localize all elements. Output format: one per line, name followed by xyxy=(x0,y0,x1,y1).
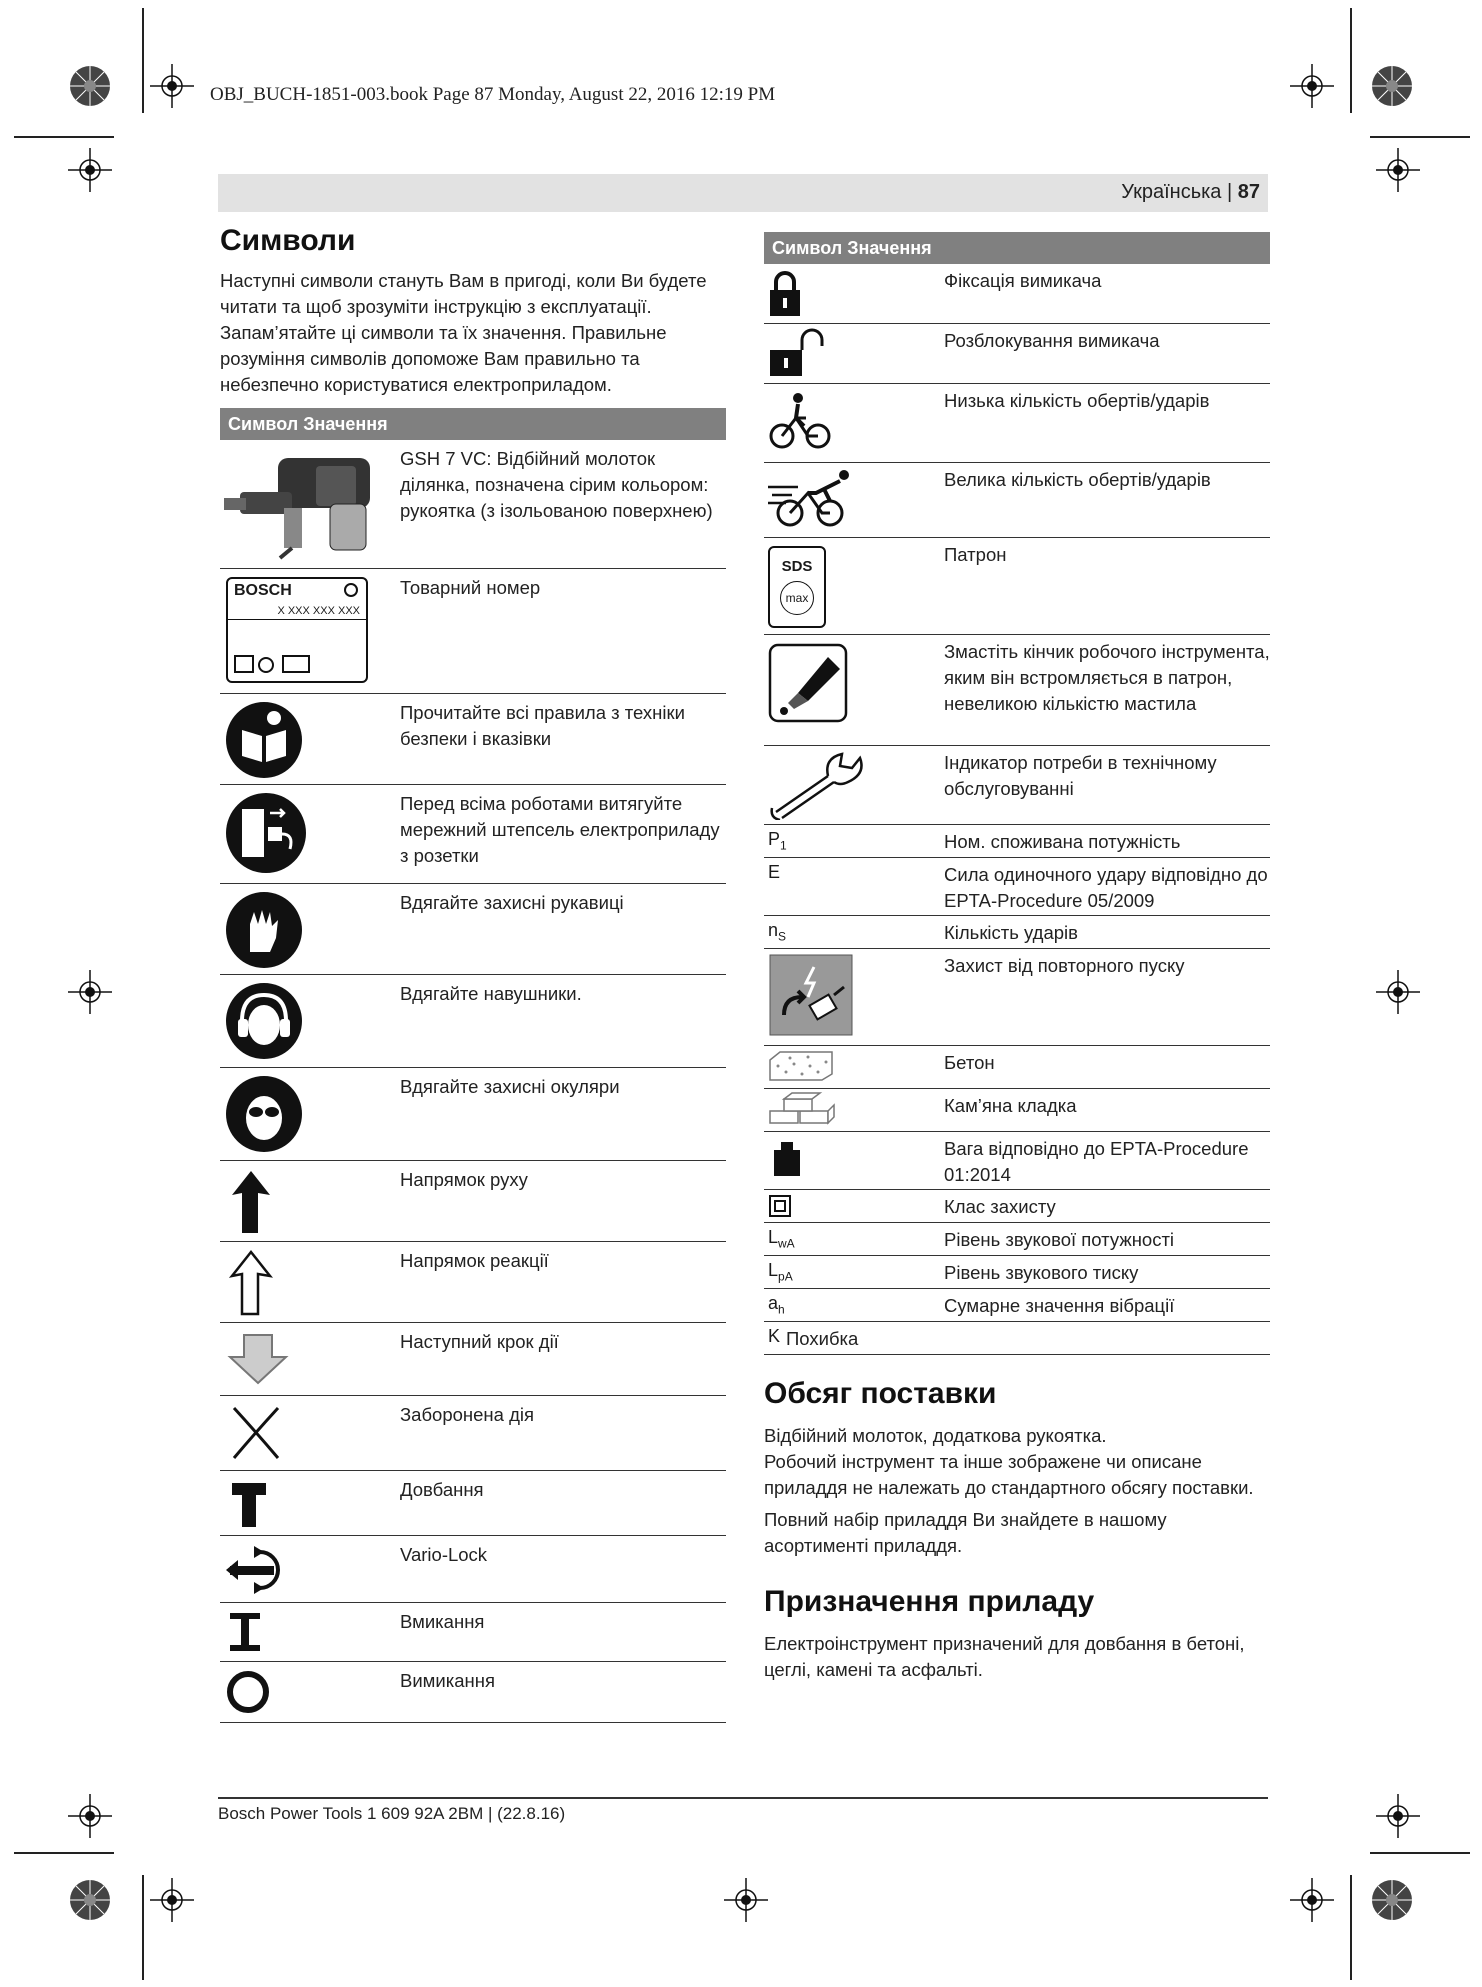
symbols-intro: Наступні символи стануть Вам в пригоді, коли Ви будете читати та щоб зрозуміти інструкцію з експлуатації. Запам’ятайте ці символи та їх значення. Правильне розуміння символів допоможе Вам правильно та небезпечно користуватися електроприладом. xyxy=(220,270,707,395)
grease-tube-icon xyxy=(768,643,848,723)
symbol-meaning: Довбання xyxy=(400,1479,484,1500)
header-text xyxy=(1121,181,1260,204)
symbol-meaning: Змастіть кінчик робочого інструмента, яким він встромляється в патрон, невеликою кількістю мастила xyxy=(944,641,1270,714)
symbol-meaning: Сумарне значення вібрації xyxy=(944,1295,1175,1316)
crosshair-mark-icon xyxy=(724,1878,768,1922)
symbol-meaning: Індикатор потреби в технічному обслуговуванні xyxy=(944,752,1217,799)
table-row xyxy=(764,1223,1270,1256)
symbol-meaning: Vario-Lock xyxy=(400,1544,488,1565)
delivery-paragraph: Відбійний молоток, додаткова рукоятка. xyxy=(764,1425,1107,1446)
table-row xyxy=(220,884,726,975)
table-row xyxy=(220,1323,726,1396)
delivery-paragraph: Повний набір приладдя Ви знайдете в нашому асортименті приладдя. xyxy=(764,1509,1167,1556)
table-row xyxy=(764,1046,1270,1089)
table-row xyxy=(764,1190,1270,1223)
symbol-meaning: Бетон xyxy=(944,1052,995,1073)
symbol-meaning: Вдягайте захисні окуляри xyxy=(400,1076,620,1097)
crosshair-mark-icon xyxy=(1376,970,1420,1014)
crop-mark xyxy=(142,8,144,113)
table-row xyxy=(764,1289,1270,1322)
symbol-meaning: Розблокування вимикача xyxy=(944,330,1160,351)
next-step-arrow-icon xyxy=(226,1333,290,1385)
max-label: max xyxy=(780,581,814,615)
registration-mark-icon xyxy=(1370,64,1414,108)
symbol-main: n xyxy=(768,920,779,940)
restart-protection-icon xyxy=(768,953,854,1037)
symbol-meaning: Рівень звукового тиску xyxy=(944,1262,1139,1283)
footer-divider xyxy=(218,1797,1268,1799)
protection-class-icon xyxy=(768,1194,792,1218)
read-manual-icon xyxy=(224,700,304,780)
symbol-meaning: Велика кількість обертів/ударів xyxy=(944,469,1211,490)
crosshair-mark-icon xyxy=(1290,64,1334,108)
table-row xyxy=(220,569,726,694)
table-row xyxy=(220,1603,726,1662)
symbol-label: E xyxy=(768,862,781,882)
purpose-title: Призначення приладу xyxy=(764,1585,1095,1618)
symbol-meaning: Захист від повторного пуску xyxy=(944,955,1185,976)
registration-mark-icon xyxy=(68,1878,112,1922)
symbol-meaning: Перед всіма роботами витягуйте мережний штепсель електроприладу з розетки xyxy=(400,793,720,866)
symbol-meaning: Вмикання xyxy=(400,1611,485,1632)
crop-mark xyxy=(1370,1852,1470,1854)
print-info: OBJ_BUCH-1851-003.book Page 87 Monday, August 22, 2016 12:19 PM xyxy=(210,84,776,105)
wrench-icon xyxy=(768,750,868,820)
table-row xyxy=(220,1242,726,1323)
symbol-label xyxy=(768,1260,793,1284)
page-footer: Bosch Power Tools 1 609 92A 2BM | (22.8.16) xyxy=(218,1804,566,1823)
symbol-meaning: GSH 7 VC: Відбійний молоток ділянка, позначена сірим кольором: рукоятка (з ізольованою поверхнею) xyxy=(400,448,713,521)
table-row xyxy=(220,785,726,884)
nameplate-icon xyxy=(226,577,368,683)
symbol-sub: h xyxy=(778,1302,785,1317)
crop-mark xyxy=(1370,136,1470,138)
crosshair-mark-icon xyxy=(150,64,194,108)
delivery-paragraph: Робочий інструмент та інше зображене чи описане приладдя не належать до стандартного обсягу поставки. xyxy=(764,1451,1254,1498)
symbol-meaning: Вдягайте навушники. xyxy=(400,983,582,1004)
symbol-meaning: Похибка xyxy=(786,1328,859,1349)
symbol-label xyxy=(768,920,786,944)
symbol-meaning: Вдягайте захисні рукавиці xyxy=(400,892,624,913)
left-column xyxy=(220,224,726,1723)
crosshair-mark-icon xyxy=(1376,148,1420,192)
slow-cyclist-icon xyxy=(768,388,832,452)
symbol-main: P xyxy=(768,829,781,849)
nameplate-divider xyxy=(228,619,366,620)
symbol-meaning: Напрямок руху xyxy=(400,1169,528,1190)
table-row xyxy=(764,635,1270,746)
circle-icon xyxy=(258,657,274,673)
chiseling-icon xyxy=(228,1477,272,1529)
reaction-arrow-icon xyxy=(226,1248,276,1318)
header-language: Українська xyxy=(1121,181,1222,203)
right-table-header: Символ Значення xyxy=(764,232,1270,264)
on-switch-icon xyxy=(226,1609,266,1655)
crosshair-mark-icon xyxy=(150,1878,194,1922)
table-row xyxy=(220,1396,726,1471)
symbol-sub: 1 xyxy=(780,838,787,853)
crosshair-mark-icon xyxy=(68,148,112,192)
crosshair-mark-icon xyxy=(68,1794,112,1838)
registration-mark-icon xyxy=(1370,1878,1414,1922)
table-row xyxy=(764,858,1270,916)
table-row xyxy=(764,916,1270,949)
symbols-title: Символи xyxy=(220,224,356,257)
nameplate-number: X XXX XXX XXX xyxy=(277,605,360,617)
hammer-tool-icon xyxy=(220,446,380,562)
symbol-label xyxy=(768,829,787,853)
table-row xyxy=(220,1161,726,1242)
bosch-logo-icon xyxy=(344,583,358,597)
table-row xyxy=(220,440,726,569)
symbol-sub: S xyxy=(778,929,787,944)
delivery-title: Обсяг поставки xyxy=(764,1377,997,1410)
lock-open-icon xyxy=(768,328,830,380)
goggles-icon xyxy=(224,1074,304,1154)
table-row xyxy=(764,1256,1270,1289)
page-number: 87 xyxy=(1237,181,1260,203)
symbol-meaning: Фіксація вимикача xyxy=(944,270,1102,291)
fast-cyclist-icon xyxy=(768,467,858,531)
vario-lock-icon xyxy=(224,1542,284,1598)
symbol-meaning: Патрон xyxy=(944,544,1007,565)
table-row xyxy=(764,949,1270,1046)
table-row xyxy=(220,694,726,785)
table-row xyxy=(764,1132,1270,1190)
symbol-sub: pA xyxy=(778,1269,793,1284)
symbol-label: K xyxy=(768,1326,781,1346)
symbol-label xyxy=(768,1293,785,1317)
weight-icon xyxy=(770,1140,804,1180)
gloves-icon xyxy=(224,890,304,970)
crosshair-mark-icon xyxy=(1290,1878,1334,1922)
symbol-meaning: Кам’яна кладка xyxy=(944,1095,1077,1116)
table-row xyxy=(764,1322,1270,1355)
crop-mark xyxy=(1350,8,1352,113)
symbol-meaning: Наступний крок дії xyxy=(400,1331,559,1352)
right-column xyxy=(764,232,1270,1683)
symbol-meaning: Напрямок реакції xyxy=(400,1250,549,1271)
symbol-meaning: Низька кількість обертів/ударів xyxy=(944,390,1210,411)
table-row xyxy=(764,1089,1270,1132)
table-row xyxy=(220,1662,726,1723)
concrete-icon xyxy=(768,1050,834,1082)
symbol-main: a xyxy=(768,1293,779,1313)
off-switch-icon xyxy=(224,1668,272,1716)
crosshair-mark-icon xyxy=(1376,1794,1420,1838)
unplug-icon xyxy=(224,791,308,875)
right-symbol-table xyxy=(764,264,1270,1355)
symbol-meaning: Товарний номер xyxy=(400,577,541,598)
sds-label: SDS xyxy=(781,558,813,575)
symbol-main: L xyxy=(768,1260,779,1280)
symbol-meaning: Заборонена дія xyxy=(400,1404,534,1425)
symbol-meaning: Сила одиночного удару відповідно до EPTA-Procedure 05/2009 xyxy=(944,864,1268,911)
crop-mark xyxy=(142,1875,144,1980)
rectangle-icon xyxy=(282,655,310,673)
masonry-icon xyxy=(766,1091,836,1125)
table-row xyxy=(764,463,1270,538)
symbol-meaning: Рівень звукової потужності xyxy=(944,1229,1175,1250)
purpose-paragraph: Електроінструмент призначений для довбання в бетоні, цеглі, камені та асфальті. xyxy=(764,1633,1245,1680)
lock-closed-icon xyxy=(768,270,802,318)
table-row xyxy=(764,825,1270,858)
symbol-main: L xyxy=(768,1227,779,1247)
crop-mark xyxy=(1350,1875,1352,1980)
crop-mark xyxy=(14,136,114,138)
ear-protection-icon xyxy=(224,981,304,1061)
table-row xyxy=(764,384,1270,463)
nameplate-brand: BOSCH xyxy=(234,582,292,599)
table-row xyxy=(220,1068,726,1161)
crop-mark xyxy=(14,1852,114,1854)
sds-max-icon xyxy=(768,546,826,628)
table-row xyxy=(764,324,1270,384)
left-table-header: Символ Значення xyxy=(220,408,726,440)
symbol-meaning: Вага відповідно до EPTA-Procedure 01:2014 xyxy=(944,1138,1249,1185)
symbol-meaning: Вимикання xyxy=(400,1670,495,1691)
symbol-label xyxy=(768,1227,795,1251)
symbol-meaning: Ном. споживана потужність xyxy=(944,831,1181,852)
square-icon xyxy=(234,655,254,673)
header-separator: | xyxy=(1221,181,1238,203)
prohibited-icon xyxy=(228,1402,284,1462)
symbol-meaning: Кількість ударів xyxy=(944,922,1078,943)
table-row xyxy=(764,264,1270,324)
crosshair-mark-icon xyxy=(68,970,112,1014)
table-row xyxy=(764,746,1270,825)
left-symbol-table xyxy=(220,440,726,1723)
motion-arrow-icon xyxy=(226,1167,276,1237)
table-row xyxy=(764,538,1270,635)
table-row xyxy=(220,1536,726,1603)
table-row xyxy=(220,975,726,1068)
symbol-meaning: Прочитайте всі правила з техніки безпеки і вказівки xyxy=(400,702,685,749)
symbol-meaning: Клас захисту xyxy=(944,1196,1056,1217)
table-row xyxy=(220,1471,726,1536)
page-header xyxy=(218,174,1268,212)
registration-mark-icon xyxy=(68,64,112,108)
symbol-sub: wA xyxy=(778,1236,795,1251)
